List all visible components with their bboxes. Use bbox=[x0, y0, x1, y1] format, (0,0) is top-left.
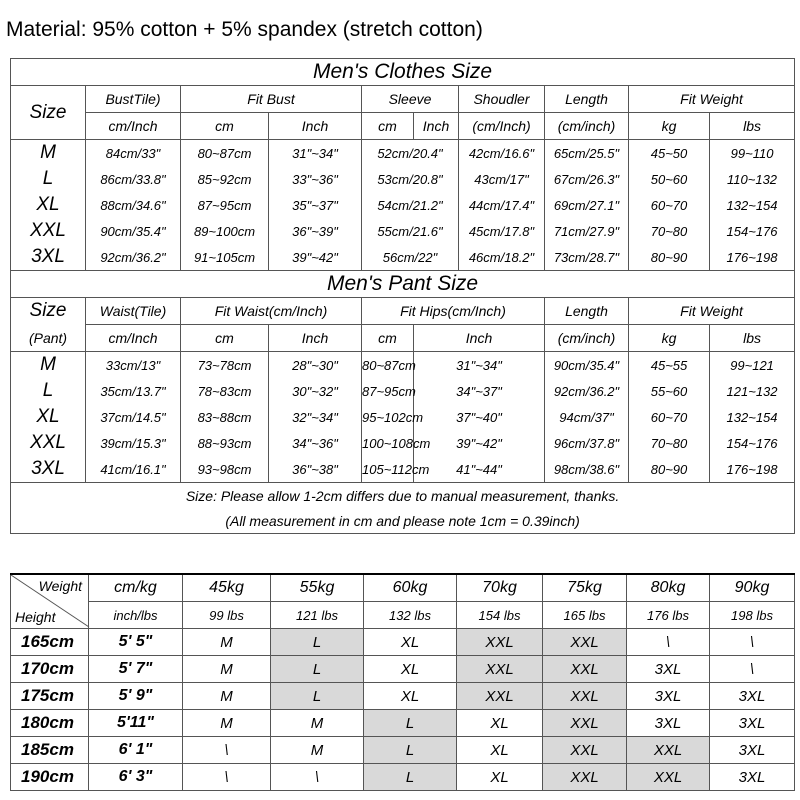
height-ft: 6' 3" bbox=[89, 764, 183, 791]
clothes-unit: cm bbox=[362, 113, 414, 140]
pants-cell: 41cm/16.1" bbox=[86, 456, 181, 483]
fit-chart bbox=[10, 573, 795, 791]
clothes-cell: 43cm/17" bbox=[459, 166, 545, 192]
clothes-cell: 132~154 bbox=[710, 192, 795, 218]
clothes-size: L bbox=[11, 166, 86, 192]
pants-cell: 35cm/13.7" bbox=[86, 378, 181, 404]
clothes-cell: 84cm/33" bbox=[86, 140, 181, 167]
fit-size: \ bbox=[271, 764, 364, 791]
unit-top: cm/kg bbox=[89, 574, 183, 602]
clothes-cell: 176~198 bbox=[710, 244, 795, 271]
note-line-1: Size: Please allow 1-2cm differs due to manual measurement, thanks. bbox=[11, 483, 795, 509]
clothes-row bbox=[11, 166, 795, 192]
pants-cell: 100~108cm bbox=[362, 430, 414, 456]
pants-size: XXL bbox=[11, 430, 86, 456]
fit-size: \ bbox=[710, 656, 795, 683]
clothes-cell: 99~110 bbox=[710, 140, 795, 167]
pant-fit-weight-header: Fit Weight bbox=[629, 298, 795, 325]
pants-cell: 88~93cm bbox=[181, 430, 269, 456]
fit-size: XL bbox=[364, 683, 457, 710]
fit-row bbox=[11, 683, 795, 710]
pants-unit: cm bbox=[362, 325, 414, 352]
clothes-cell: 45~50 bbox=[629, 140, 710, 167]
pants-cell: 60~70 bbox=[629, 404, 710, 430]
clothes-unit: kg bbox=[629, 113, 710, 140]
pants-cell: 78~83cm bbox=[181, 378, 269, 404]
clothes-row bbox=[11, 192, 795, 218]
pants-size: M bbox=[11, 352, 86, 379]
weight-kg: 90kg bbox=[710, 574, 795, 602]
pants-row bbox=[11, 378, 795, 404]
pants-cell: 45~55 bbox=[629, 352, 710, 379]
fit-bust-header: Fit Bust bbox=[181, 86, 362, 113]
pants-size-header: Size bbox=[11, 298, 86, 325]
clothes-size: XL bbox=[11, 192, 86, 218]
pants-cell: 73~78cm bbox=[181, 352, 269, 379]
clothes-cell: 110~132 bbox=[710, 166, 795, 192]
weight-kg: 70kg bbox=[457, 574, 543, 602]
clothes-cell: 42cm/16.6" bbox=[459, 140, 545, 167]
pants-unit: Inch bbox=[414, 325, 545, 352]
clothes-size-header: Size bbox=[11, 86, 86, 140]
weight-kg: 80kg bbox=[627, 574, 710, 602]
pants-cell: 34"~37" bbox=[414, 378, 545, 404]
clothes-cell: 39"~42" bbox=[269, 244, 362, 271]
fit-size: XL bbox=[364, 629, 457, 656]
fit-size: M bbox=[183, 710, 271, 737]
pants-cell: 36"~38" bbox=[269, 456, 362, 483]
clothes-cell: 44cm/17.4" bbox=[459, 192, 545, 218]
clothes-cell: 31"~34" bbox=[269, 140, 362, 167]
pants-cell: 105~112cm bbox=[362, 456, 414, 483]
clothes-cell: 87~95cm bbox=[181, 192, 269, 218]
pants-title: Men's Pant Size bbox=[11, 271, 795, 298]
pants-cell: 176~198 bbox=[710, 456, 795, 483]
clothes-cell: 60~70 bbox=[629, 192, 710, 218]
pants-cell: 92cm/36.2" bbox=[545, 378, 629, 404]
fit-size: 3XL bbox=[627, 710, 710, 737]
fit-size: 3XL bbox=[710, 710, 795, 737]
fit-size: XXL bbox=[543, 764, 627, 791]
pants-cell: 132~154 bbox=[710, 404, 795, 430]
fit-size: XXL bbox=[627, 737, 710, 764]
fit-row bbox=[11, 710, 795, 737]
pants-cell: 31"~34" bbox=[414, 352, 545, 379]
clothes-cell: 55cm/21.6" bbox=[362, 218, 459, 244]
sleeve-header: Sleeve bbox=[362, 86, 459, 113]
fit-size: 3XL bbox=[710, 683, 795, 710]
pants-row bbox=[11, 404, 795, 430]
fit-size: L bbox=[364, 764, 457, 791]
fit-size: \ bbox=[710, 629, 795, 656]
pants-cell: 96cm/37.8" bbox=[545, 430, 629, 456]
weight-label: Weight bbox=[38, 578, 82, 594]
fit-size: XL bbox=[457, 710, 543, 737]
clothes-cell: 45cm/17.8" bbox=[459, 218, 545, 244]
pants-size: L bbox=[11, 378, 86, 404]
clothes-unit: Inch bbox=[414, 113, 459, 140]
weight-lbs: 154 lbs bbox=[457, 602, 543, 629]
fit-size: M bbox=[183, 656, 271, 683]
fit-waist-header: Fit Waist(cm/Inch) bbox=[181, 298, 362, 325]
clothes-unit: cm bbox=[181, 113, 269, 140]
height-ft: 5' 5" bbox=[89, 629, 183, 656]
clothes-cell: 54cm/21.2" bbox=[362, 192, 459, 218]
pants-cell: 98cm/38.6" bbox=[545, 456, 629, 483]
weight-height-corner bbox=[11, 574, 89, 629]
clothes-cell: 71cm/27.9" bbox=[545, 218, 629, 244]
clothes-unit: Inch bbox=[269, 113, 362, 140]
clothes-row bbox=[11, 140, 795, 167]
clothes-unit: (cm/inch) bbox=[545, 113, 629, 140]
fit-size: 3XL bbox=[710, 737, 795, 764]
fit-row bbox=[11, 656, 795, 683]
clothes-unit: lbs bbox=[710, 113, 795, 140]
fit-size: L bbox=[271, 656, 364, 683]
pants-cell: 37cm/14.5" bbox=[86, 404, 181, 430]
fit-row bbox=[11, 764, 795, 791]
height-cm: 170cm bbox=[11, 656, 89, 683]
pants-size: XL bbox=[11, 404, 86, 430]
pants-cell: 55~60 bbox=[629, 378, 710, 404]
clothes-size: 3XL bbox=[11, 244, 86, 271]
clothes-unit: (cm/Inch) bbox=[459, 113, 545, 140]
pants-cell: 121~132 bbox=[710, 378, 795, 404]
fit-size: XXL bbox=[457, 629, 543, 656]
clothes-cell: 46cm/18.2" bbox=[459, 244, 545, 271]
fit-size: M bbox=[183, 629, 271, 656]
clothes-cell: 65cm/25.5" bbox=[545, 140, 629, 167]
clothes-cell: 91~105cm bbox=[181, 244, 269, 271]
waist-tile-header: Waist(Tile) bbox=[86, 298, 181, 325]
clothes-title: Men's Clothes Size bbox=[11, 59, 795, 86]
clothes-cell: 50~60 bbox=[629, 166, 710, 192]
pants-cell: 83~88cm bbox=[181, 404, 269, 430]
size-tables bbox=[10, 58, 795, 534]
unit-bottom: inch/lbs bbox=[89, 602, 183, 629]
clothes-cell: 67cm/26.3" bbox=[545, 166, 629, 192]
pants-cell: 41"~44" bbox=[414, 456, 545, 483]
length-header: Length bbox=[545, 86, 629, 113]
fit-size: 3XL bbox=[627, 656, 710, 683]
fit-size: M bbox=[271, 710, 364, 737]
pant-length-header: Length bbox=[545, 298, 629, 325]
clothes-size: XXL bbox=[11, 218, 86, 244]
pants-cell: 95~102cm bbox=[362, 404, 414, 430]
clothes-cell: 90cm/35.4" bbox=[86, 218, 181, 244]
height-ft: 5' 7" bbox=[89, 656, 183, 683]
fit-size: M bbox=[183, 683, 271, 710]
pants-unit: kg bbox=[629, 325, 710, 352]
height-cm: 190cm bbox=[11, 764, 89, 791]
pants-cell: 37"~40" bbox=[414, 404, 545, 430]
fit-size: L bbox=[364, 737, 457, 764]
clothes-cell: 154~176 bbox=[710, 218, 795, 244]
pants-cell: 94cm/37" bbox=[545, 404, 629, 430]
clothes-cell: 88cm/34.6" bbox=[86, 192, 181, 218]
weight-kg: 45kg bbox=[183, 574, 271, 602]
weight-kg: 55kg bbox=[271, 574, 364, 602]
weight-kg: 60kg bbox=[364, 574, 457, 602]
fit-size: L bbox=[364, 710, 457, 737]
pants-unit: lbs bbox=[710, 325, 795, 352]
weight-lbs: 176 lbs bbox=[627, 602, 710, 629]
pants-cell: 39"~42" bbox=[414, 430, 545, 456]
height-ft: 5' 9" bbox=[89, 683, 183, 710]
clothes-cell: 35"~37" bbox=[269, 192, 362, 218]
pants-unit: (cm/inch) bbox=[545, 325, 629, 352]
note-line-2: (All measurement in cm and please note 1cm = 0.39inch) bbox=[11, 508, 795, 534]
bust-tile-header: BustTile) bbox=[86, 86, 181, 113]
pants-cell: 99~121 bbox=[710, 352, 795, 379]
pants-cell: 30"~32" bbox=[269, 378, 362, 404]
pants-unit: cm bbox=[181, 325, 269, 352]
pants-cell: 87~95cm bbox=[362, 378, 414, 404]
fit-size: 3XL bbox=[710, 764, 795, 791]
fit-row bbox=[11, 737, 795, 764]
fit-size: XXL bbox=[543, 710, 627, 737]
weight-lbs: 198 lbs bbox=[710, 602, 795, 629]
clothes-cell: 92cm/36.2" bbox=[86, 244, 181, 271]
fit-size: XXL bbox=[543, 737, 627, 764]
fit-size: \ bbox=[183, 764, 271, 791]
pants-unit: Inch bbox=[269, 325, 362, 352]
clothes-cell: 80~87cm bbox=[181, 140, 269, 167]
clothes-row bbox=[11, 218, 795, 244]
fit-size: \ bbox=[627, 629, 710, 656]
fit-size: XL bbox=[457, 737, 543, 764]
clothes-cell: 36"~39" bbox=[269, 218, 362, 244]
weight-lbs: 132 lbs bbox=[364, 602, 457, 629]
fit-size: XL bbox=[457, 764, 543, 791]
pants-row bbox=[11, 430, 795, 456]
fit-size: XXL bbox=[457, 683, 543, 710]
fit-size: XL bbox=[364, 656, 457, 683]
fit-size: XXL bbox=[627, 764, 710, 791]
fit-size: \ bbox=[183, 737, 271, 764]
pants-size: 3XL bbox=[11, 456, 86, 483]
height-label: Height bbox=[15, 609, 56, 625]
pants-cell: 34"~36" bbox=[269, 430, 362, 456]
pants-cell: 90cm/35.4" bbox=[545, 352, 629, 379]
clothes-cell: 53cm/20.8" bbox=[362, 166, 459, 192]
clothes-size: M bbox=[11, 140, 86, 167]
clothes-cell: 33"~36" bbox=[269, 166, 362, 192]
height-cm: 185cm bbox=[11, 737, 89, 764]
pants-cell: 80~90 bbox=[629, 456, 710, 483]
clothes-unit: cm/Inch bbox=[86, 113, 181, 140]
weight-lbs: 121 lbs bbox=[271, 602, 364, 629]
fit-size: XXL bbox=[543, 629, 627, 656]
height-cm: 175cm bbox=[11, 683, 89, 710]
fit-row bbox=[11, 629, 795, 656]
clothes-cell: 70~80 bbox=[629, 218, 710, 244]
weight-lbs: 99 lbs bbox=[183, 602, 271, 629]
pants-cell: 154~176 bbox=[710, 430, 795, 456]
clothes-cell: 73cm/28.7" bbox=[545, 244, 629, 271]
pants-cell: 33cm/13" bbox=[86, 352, 181, 379]
clothes-cell: 80~90 bbox=[629, 244, 710, 271]
fit-weight-header: Fit Weight bbox=[629, 86, 795, 113]
height-ft: 6' 1" bbox=[89, 737, 183, 764]
pants-row bbox=[11, 352, 795, 379]
height-cm: 180cm bbox=[11, 710, 89, 737]
clothes-cell: 86cm/33.8" bbox=[86, 166, 181, 192]
fit-size: XXL bbox=[543, 656, 627, 683]
fit-size: L bbox=[271, 629, 364, 656]
pants-row bbox=[11, 456, 795, 483]
fit-size: L bbox=[271, 683, 364, 710]
fit-size: XXL bbox=[543, 683, 627, 710]
pants-unit: cm/Inch bbox=[86, 325, 181, 352]
fit-size: M bbox=[271, 737, 364, 764]
clothes-cell: 85~92cm bbox=[181, 166, 269, 192]
clothes-row bbox=[11, 244, 795, 271]
pants-cell: 80~87cm bbox=[362, 352, 414, 379]
fit-hips-header: Fit Hips(cm/Inch) bbox=[362, 298, 545, 325]
fit-size: 3XL bbox=[627, 683, 710, 710]
pants-cell: 93~98cm bbox=[181, 456, 269, 483]
weight-lbs: 165 lbs bbox=[543, 602, 627, 629]
shoulder-header: Shoudler bbox=[459, 86, 545, 113]
pants-cell: 28"~30" bbox=[269, 352, 362, 379]
pants-cell: 32"~34" bbox=[269, 404, 362, 430]
pants-size-sub: (Pant) bbox=[11, 325, 86, 352]
height-ft: 5'11" bbox=[89, 710, 183, 737]
pants-cell: 70~80 bbox=[629, 430, 710, 456]
fit-size: XXL bbox=[457, 656, 543, 683]
clothes-cell: 56cm/22" bbox=[362, 244, 459, 271]
height-cm: 165cm bbox=[11, 629, 89, 656]
weight-kg: 75kg bbox=[543, 574, 627, 602]
material-note: Material: 95% cotton + 5% spandex (stretch cotton) bbox=[6, 18, 483, 41]
clothes-cell: 89~100cm bbox=[181, 218, 269, 244]
clothes-cell: 69cm/27.1" bbox=[545, 192, 629, 218]
clothes-cell: 52cm/20.4" bbox=[362, 140, 459, 167]
pants-cell: 39cm/15.3" bbox=[86, 430, 181, 456]
